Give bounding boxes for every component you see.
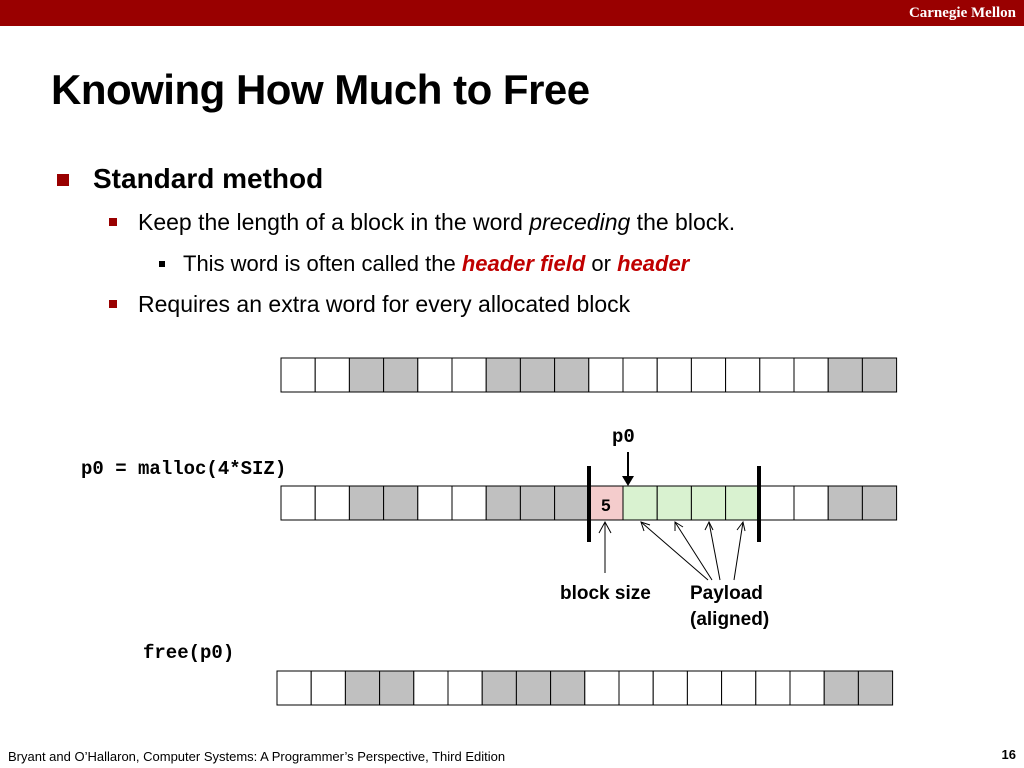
heap-word-payload [691, 486, 725, 520]
term-header: header [617, 251, 690, 276]
block-size-arrow [599, 522, 611, 573]
heap-word-alloc [828, 486, 862, 520]
payload-label: Payload [690, 583, 763, 604]
heap-word-free [794, 486, 828, 520]
pointer-label-p0: p0 [612, 426, 635, 448]
heap-row-initial [281, 358, 897, 392]
malloc-call-label: p0 = malloc(4*SIZ) [81, 458, 287, 480]
heap-word-free [315, 486, 349, 520]
heap-word-free [418, 486, 452, 520]
heap-word-free [414, 671, 448, 705]
free-call-label: free(p0) [143, 642, 235, 664]
heap-word-free [418, 358, 452, 392]
p0-pointer-arrowhead [622, 476, 634, 486]
heap-word-alloc [520, 358, 554, 392]
heap-word-alloc [858, 671, 892, 705]
heap-word-free [448, 671, 482, 705]
heap-word-alloc [384, 486, 418, 520]
heap-word-free [277, 671, 311, 705]
heap-word-free [452, 486, 486, 520]
heap-word-alloc [862, 486, 896, 520]
heap-word-free [653, 671, 687, 705]
header-value: 5 [601, 496, 611, 515]
heap-word-free [585, 671, 619, 705]
heap-word-alloc [862, 358, 896, 392]
brand-label: Carnegie Mellon [908, 5, 1016, 21]
heap-word-free [726, 358, 760, 392]
bullet-text: Standard method [93, 163, 324, 194]
block-size-label: block size [560, 583, 651, 604]
heap-word-alloc [516, 671, 550, 705]
heap-word-free [623, 358, 657, 392]
heap-word-alloc [349, 358, 383, 392]
term-header-field: header field [461, 251, 586, 276]
footer-citation: Bryant and O’Hallaron, Computer Systems: A Programmer’s Perspective, Third Edition [8, 749, 506, 764]
bullet-text: Requires an extra word for every allocated block [138, 291, 631, 317]
payload-aligned-note: (aligned) [690, 609, 770, 630]
heap-word-free [794, 358, 828, 392]
page-number: 16 [1001, 747, 1016, 762]
heap-word-free [790, 671, 824, 705]
heap-word-free [619, 671, 653, 705]
heap-word-alloc [384, 358, 418, 392]
heap-word-free [760, 358, 794, 392]
heap-word-alloc [486, 486, 520, 520]
bullet-text: Keep the length of a block in the word [138, 209, 530, 235]
heap-word-alloc [551, 671, 585, 705]
heap-word-alloc [482, 671, 516, 705]
heap-word-free [589, 358, 623, 392]
heap-word-payload [726, 486, 760, 520]
heap-word-alloc [380, 671, 414, 705]
slide-title: Knowing How Much to Free [51, 66, 590, 113]
emphasis-preceding: preceding [529, 209, 631, 235]
bullet-text: This word is often called the [183, 251, 462, 276]
heap-word-alloc [345, 671, 379, 705]
heap-word-free [760, 486, 794, 520]
heap-word-alloc [828, 358, 862, 392]
heap-word-free [756, 671, 790, 705]
heap-word-free [452, 358, 486, 392]
heap-word-alloc [349, 486, 383, 520]
payload-arrows [641, 522, 745, 580]
heap-word-free [281, 358, 315, 392]
heap-word-free [722, 671, 756, 705]
bullet-text-end: the block. [630, 209, 736, 235]
heap-word-payload [623, 486, 657, 520]
heap-word-free [315, 358, 349, 392]
heap-word-free [687, 671, 721, 705]
heap-row-after-free [277, 671, 893, 705]
heap-word-alloc [520, 486, 554, 520]
heap-word-alloc [824, 671, 858, 705]
heap-word-free [311, 671, 345, 705]
bullet-text-or: or [585, 251, 618, 276]
heap-word-free [691, 358, 725, 392]
heap-word-payload [657, 486, 691, 520]
heap-word-alloc [555, 358, 589, 392]
heap-word-free [657, 358, 691, 392]
heap-word-free [281, 486, 315, 520]
heap-word-alloc [555, 486, 589, 520]
heap-word-alloc [486, 358, 520, 392]
